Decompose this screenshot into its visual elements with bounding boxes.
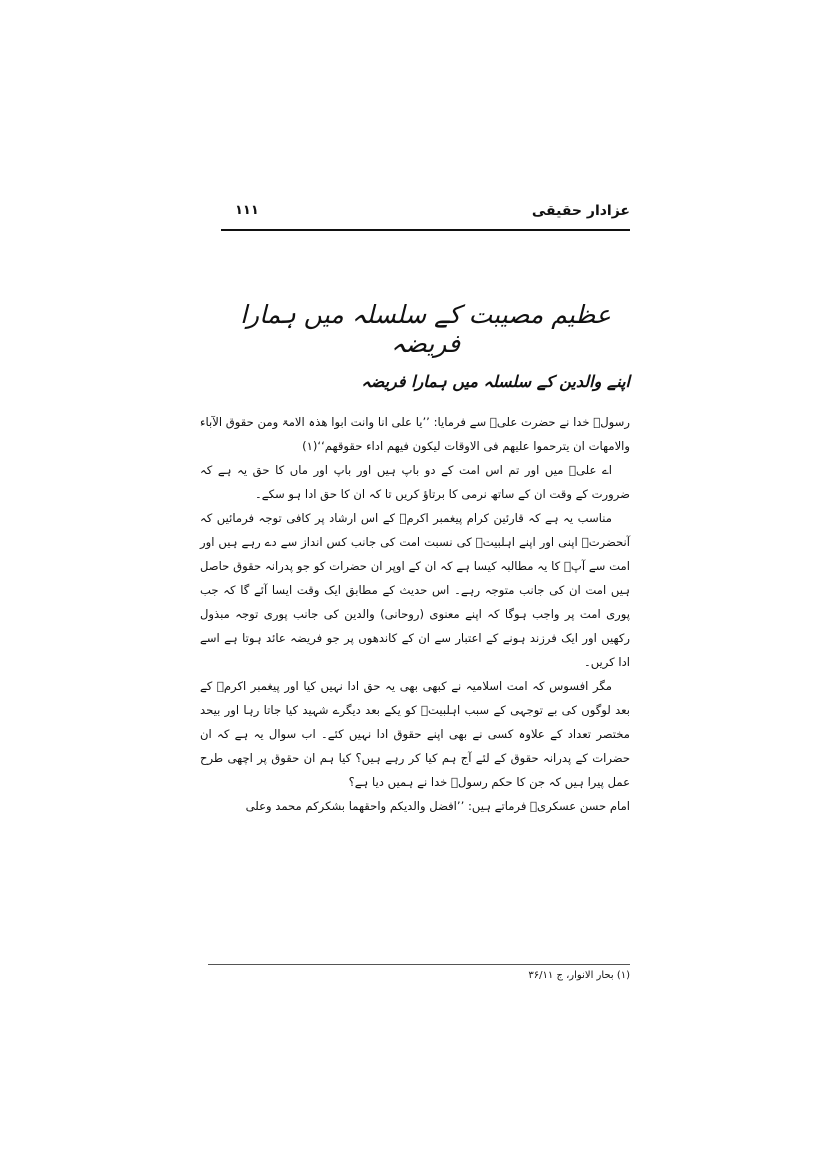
paragraph-translation: اے علیؑ میں اور تم اس امت کے دو باپ ہیں اور باپ اور ماں کا حق یہ ہے کہ ضرورت کے وقت ان کے ساتھ نرمی کا برتاؤ کریں تا کہ ان کا حق ادا ہو سکے۔ (200, 463, 630, 501)
footnote: (۱) بحار الانوار، ج ۳۶/۱۱ (528, 970, 630, 981)
paragraph-commentary: مناسب یہ ہے کہ قارئین کرام پیغمبر اکرمؐ کے اس ارشاد پر کافی توجہ فرمائیں کہ آنحضرتؐ اپنی اور اپنے اہلبیتؑ کی نسبت امت کی جانب کس انداز سے دے رہے ہیں اور امت سے آپؐ کا یہ مطالبہ کیسا ہے کہ ان کے اوپر ان حضرات کو جو پدرانہ حقوق حاصل ہیں امت ان کی جانب متوجہ رہے۔ اس حدیث کے مطابق ایک وقت ایسا آئے گا کہ جب پوری امت پر واجب ہوگا کہ اپنے معنوی (روحانی) والدین کی جانب پوری توجہ مبذول رکھیں اور ایک فرزند ہونے کے اعتبار سے ان کے کاندھوں پر جو فریضہ عائد ہوتا ہے اسے ادا کریں۔ (200, 511, 630, 669)
footnote-divider (208, 964, 630, 965)
paragraph-hadith: رسولؐ خدا نے حضرت علیؑ سے فرمایا: ’’یا علی انا وانت ابوا ھذہ الامۃ ومن حقوق الآباء والامھات ان یترحموا علیھم فی الاوقات لیکون فیھم اداء حقوقھم‘‘(۱) (200, 415, 630, 453)
chapter-title: عظیم مصیبت کے سلسلہ میں ہمارا فریضہ (240, 300, 611, 358)
body-text (200, 410, 630, 818)
paragraph-lament: مگر افسوس کہ امت اسلامیہ نے کبھی بھی یہ حق ادا نہیں کیا اور پیغمبر اکرمؐ کے بعد لوگوں کی بے توجہی کے سبب اہلبیتؑ کو یکے بعد دیگرے شہید کیا جاتا رہا اور بیحد مختصر تعداد کے علاوہ کسی نے بھی اپنے حقوق ادا نہیں کئے۔ اب سوال یہ ہے کہ ان حضرات کے پدرانہ حقوق کے لئے آج ہم کیا کر رہے ہیں؟ کیا ہم ان حقوق پر اچھی طرح عمل پیرا ہیں کہ جن کا حکم رسولؐ خدا نے ہمیں دیا ہے؟ (200, 679, 630, 789)
paragraph-imam-quote: امام حسن عسکریؑ فرماتے ہیں: ’’افضل والدیکم واحقھما بشکرکم محمد وعلی (245, 799, 630, 813)
page-number: ۱۱۱ (235, 203, 259, 218)
page-header (221, 195, 630, 231)
running-title: عزادار حقیقی (531, 203, 630, 219)
section-heading: اپنے والدین کے سلسلہ میں ہمارا فریضہ (361, 372, 630, 391)
